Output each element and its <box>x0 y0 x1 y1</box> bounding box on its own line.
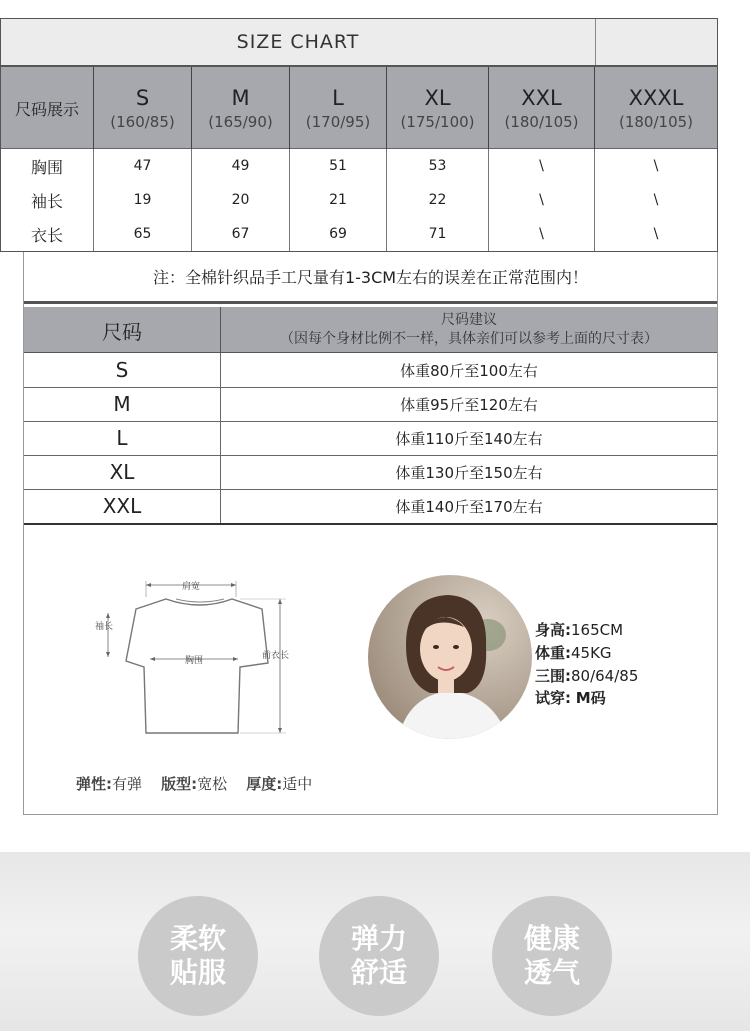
rec-advice: 体重140斤至170左右 <box>395 497 543 516</box>
tshirt-outline-icon <box>126 599 268 733</box>
recommendation-header <box>24 307 717 353</box>
model-weight-value: 45KG <box>571 644 612 662</box>
model-weight-label: 体重: <box>535 644 571 662</box>
size-col-xxl <box>489 67 595 149</box>
fit-type-value: 宽松 <box>197 775 228 793</box>
row-value: \ <box>653 226 659 242</box>
size-measure: (160/85) <box>110 113 175 131</box>
model-measurements <box>535 665 638 686</box>
fabric-properties <box>76 773 312 794</box>
fit-type-label: 版型: <box>161 775 198 793</box>
row-value: 49 <box>192 149 290 183</box>
size-col-s <box>94 67 192 149</box>
rec-size: L <box>24 421 221 455</box>
model-height <box>535 619 623 640</box>
size-measure: (180/105) <box>504 113 579 131</box>
thickness-label: 厚度: <box>246 775 283 793</box>
feature-line1: 弹力 <box>350 922 407 955</box>
size-name: XXL <box>521 86 562 110</box>
header-label: 尺码展示 <box>1 67 94 149</box>
rec-row <box>24 455 717 490</box>
size-chart-table <box>0 18 718 252</box>
row-value: \ <box>653 192 659 208</box>
size-row-sleeve <box>1 183 717 218</box>
feature-badge-breathable <box>492 896 612 1016</box>
model-fit <box>535 687 606 708</box>
rec-row <box>24 353 717 388</box>
size-name: XXXL <box>628 86 684 110</box>
row-value: 22 <box>387 183 489 217</box>
size-col-xxxl <box>595 67 717 149</box>
size-header-row <box>1 67 717 149</box>
rec-size: XXL <box>24 489 221 523</box>
feature-badge-soft <box>138 896 258 1016</box>
size-row-chest <box>1 149 717 184</box>
row-label: 胸围 <box>1 149 94 183</box>
row-value: \ <box>489 149 595 183</box>
size-name: XL <box>424 86 451 110</box>
model-height-value: 165CM <box>571 621 624 639</box>
model-fit-value: M码 <box>575 689 606 707</box>
size-name: L <box>332 86 344 110</box>
size-row-length <box>1 217 717 251</box>
row-value: \ <box>653 158 659 174</box>
feature-line2: 舒适 <box>350 956 407 989</box>
size-col-m <box>192 67 290 149</box>
size-chart-title-row <box>1 19 717 67</box>
rec-row <box>24 421 717 456</box>
size-measure: (170/95) <box>305 113 371 131</box>
row-label: 袖长 <box>1 183 94 217</box>
rec-size: S <box>24 353 221 387</box>
row-value: 20 <box>192 183 290 217</box>
thickness-value: 适中 <box>282 775 313 793</box>
row-value: 47 <box>94 149 192 183</box>
feature-line2: 贴服 <box>169 956 226 989</box>
row-value: \ <box>489 217 595 251</box>
rec-header-title: 尺码建议 <box>441 312 497 328</box>
size-name: M <box>231 86 250 110</box>
rec-row <box>24 387 717 422</box>
diagram-length-label: 前衣长 <box>262 651 290 661</box>
row-value: 71 <box>387 217 489 251</box>
model-fit-label: 试穿: <box>535 689 571 707</box>
rec-advice: 体重130斤至150左右 <box>395 463 543 482</box>
row-value: 51 <box>290 149 387 183</box>
model-measure-label: 三围: <box>535 667 571 685</box>
rec-advice: 体重80斤至100左右 <box>400 361 538 380</box>
diagram-chest-label: 胸围 <box>185 656 204 666</box>
rec-header-size: 尺码 <box>24 307 221 353</box>
size-col-l <box>290 67 387 149</box>
size-col-xl <box>387 67 489 149</box>
row-value: 65 <box>94 217 192 251</box>
row-value: 69 <box>290 217 387 251</box>
model-portrait-icon <box>368 575 532 739</box>
model-photo <box>368 575 532 739</box>
size-measure: (180/105) <box>618 113 694 131</box>
feature-line1: 健康 <box>523 922 580 955</box>
feature-band <box>0 852 750 1031</box>
rec-size: XL <box>24 455 221 489</box>
rec-header-advice <box>221 307 717 353</box>
rec-header-subtitle: （因每个身材比例不一样，具体亲们可以参考上面的尺寸表） <box>280 331 658 347</box>
rec-advice: 体重110斤至140左右 <box>395 429 543 448</box>
size-chart-title: SIZE CHART <box>236 31 360 53</box>
rec-size: M <box>24 387 221 421</box>
model-weight <box>535 642 612 663</box>
elasticity-label: 弹性: <box>76 775 112 793</box>
model-height-label: 身高: <box>535 621 571 639</box>
title-divider <box>595 19 596 65</box>
diagram-sleeve-label: 袖长 <box>95 622 114 632</box>
rec-row <box>24 489 717 525</box>
feature-line1: 柔软 <box>169 922 226 955</box>
row-value: 19 <box>94 183 192 217</box>
size-measure: (175/100) <box>400 113 475 131</box>
size-measure: (165/90) <box>208 113 273 131</box>
row-value: 21 <box>290 183 387 217</box>
feature-badge-elastic <box>319 896 439 1016</box>
feature-line2: 透气 <box>523 956 580 989</box>
elasticity-value: 有弹 <box>112 775 143 793</box>
row-value: 67 <box>192 217 290 251</box>
row-value: \ <box>489 183 595 217</box>
row-value: 53 <box>387 149 489 183</box>
rec-advice: 体重95斤至120左右 <box>400 395 538 414</box>
row-label: 衣长 <box>1 217 94 251</box>
model-measure-value: 80/64/85 <box>571 667 639 685</box>
size-name: S <box>135 86 150 110</box>
diagram-shoulder-label: 肩宽 <box>182 582 201 592</box>
measurement-note: 注：全棉针织品手工尺量有1-3CM左右的误差在正常范围内！ <box>24 252 717 304</box>
